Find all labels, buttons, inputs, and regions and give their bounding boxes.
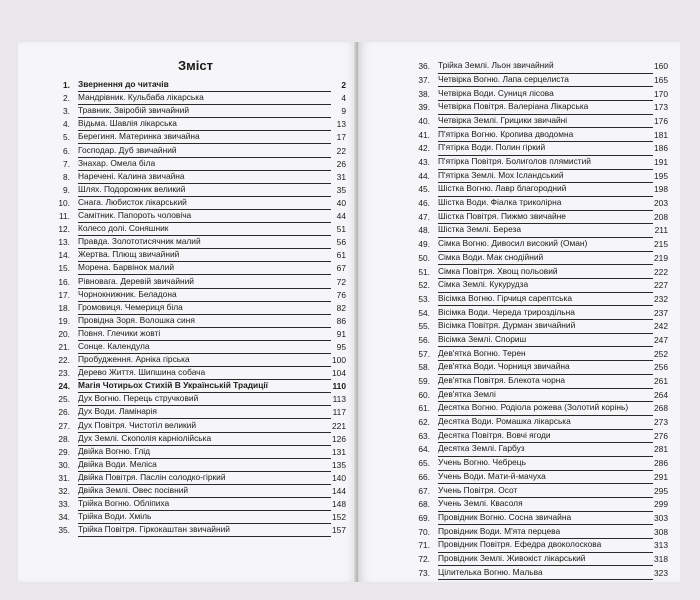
- entry-title: Провідник Землі. Живокіст лікарський: [438, 552, 653, 567]
- entry-number: 53.: [418, 293, 430, 304]
- toc-entry: [408, 101, 668, 115]
- entry-title: Морена. Барвінок малий: [78, 261, 331, 275]
- entry-number: 21.: [58, 341, 70, 352]
- entry-page-number: 131: [332, 446, 346, 457]
- entry-title: Учень Води. Мати-й-мачуха: [438, 470, 653, 485]
- entry-title: Десятка Повітря. Вовчі ягоди: [438, 429, 653, 444]
- entry-number: 2.: [63, 93, 70, 104]
- entry-title: Рівновага. Деревій звичайний: [78, 275, 331, 289]
- entry-page-number: 252: [654, 348, 668, 359]
- entry-number: 26.: [58, 407, 70, 418]
- entry-number: 17.: [58, 289, 70, 300]
- entry-page-number: 117: [332, 407, 346, 418]
- entry-number: 43.: [418, 157, 430, 167]
- entry-page-number: 276: [654, 430, 668, 441]
- toc-entry: [48, 406, 346, 419]
- toc-entry: [48, 289, 346, 302]
- entry-number: 31.: [58, 472, 70, 483]
- toc-list-right: [408, 60, 668, 580]
- entry-page-number: 198: [654, 184, 668, 195]
- entry-title: Шістка Землі. Береза: [438, 223, 653, 238]
- entry-number: 13.: [58, 237, 70, 248]
- entry-number: 62.: [418, 417, 430, 428]
- entry-number: 67.: [418, 485, 430, 496]
- entry-number: 55.: [418, 321, 430, 332]
- entry-number: 46.: [418, 198, 430, 209]
- entry-title: Магія Чотирьох Стихій В Українській Традиції: [78, 379, 331, 393]
- entry-number: 57.: [418, 348, 430, 359]
- entry-title: Вісімка Землі. Спориш: [438, 333, 653, 348]
- entry-number: 39.: [418, 102, 430, 113]
- entry-number: 9.: [63, 184, 70, 195]
- toc-entry: [408, 361, 668, 375]
- entry-page-number: 299: [654, 499, 668, 510]
- toc-entry: [408, 457, 668, 471]
- entry-page-number: 140: [332, 472, 346, 483]
- entry-page-number: 181: [654, 129, 668, 140]
- entry-page-number: 40: [336, 197, 346, 208]
- entry-title: Снага. Любисток лікарський: [78, 196, 331, 210]
- entry-title: Десятка Землі. Гарбуз: [438, 442, 653, 457]
- entry-number: 51.: [418, 266, 430, 277]
- entry-title: Шлях. Подорожник великий: [78, 183, 331, 197]
- entry-title: Сімка Води. Мак снодійний: [438, 251, 653, 266]
- entry-title: Трійка Землі. Льон звичайний: [438, 59, 653, 74]
- toc-entry: [48, 262, 346, 275]
- entry-title: Сімка Повітря. Хвощ польовий: [438, 265, 653, 280]
- entry-title: П'ятірка Вогню. Кропива дводомна: [438, 128, 653, 143]
- entry-number: 41.: [418, 129, 430, 140]
- entry-page-number: 148: [332, 499, 346, 510]
- entry-number: 32.: [58, 486, 70, 496]
- entry-page-number: 113: [332, 394, 346, 405]
- entry-page-number: 203: [654, 198, 668, 209]
- entry-number: 27.: [58, 420, 70, 431]
- toc-entry: [408, 60, 668, 74]
- entry-title: Трійка Повітря. Гіркокаштан звичайний: [78, 523, 331, 537]
- entry-number: 48.: [418, 225, 430, 236]
- toc-entry: [48, 171, 346, 184]
- toc-entry: [48, 446, 346, 459]
- entry-title: Провідник Повітря. Ефедра двоколоскова: [438, 538, 653, 553]
- entry-title: П'ятірка Води. Полин гіркий: [438, 141, 653, 156]
- toc-entry: [408, 293, 668, 307]
- entry-title: Вісімка Вогню. Гірчиця сарептська: [438, 292, 653, 307]
- toc-entry: [48, 393, 346, 406]
- entry-page-number: 9: [341, 106, 346, 117]
- entry-page-number: 191: [654, 157, 668, 167]
- entry-page-number: 2: [341, 80, 346, 91]
- toc-entry: [408, 128, 668, 142]
- left-page: [18, 42, 358, 582]
- toc-entry: [48, 249, 346, 262]
- entry-number: 73.: [418, 567, 430, 578]
- entry-number: 37.: [418, 74, 430, 85]
- entry-title: Відьма. Шавлія лікарська: [78, 117, 331, 131]
- entry-title: Учень Землі. Квасоля: [438, 497, 653, 512]
- entry-title: Четвірка Вогню. Лапа серцелиста: [438, 73, 653, 88]
- toc-entry: [408, 334, 668, 348]
- toc-entry: [48, 511, 346, 524]
- entry-page-number: 221: [332, 420, 346, 431]
- entry-page-number: 308: [654, 526, 668, 537]
- entry-number: 60.: [418, 389, 430, 400]
- entry-number: 44.: [418, 170, 430, 181]
- entry-title: Вісімка Води. Череда трироздільна: [438, 306, 653, 321]
- entry-number: 5.: [63, 132, 70, 143]
- entry-page-number: 256: [654, 362, 668, 373]
- toc-entry: [408, 471, 668, 485]
- entry-number: 11.: [58, 211, 70, 222]
- toc-entry: [408, 170, 668, 184]
- entry-title: Дух Землі. Скополія карніолійська: [78, 432, 331, 446]
- entry-title: Дух Вогню. Перець стручковий: [78, 392, 331, 406]
- entry-title: Чорнокнижник. Беладона: [78, 288, 331, 302]
- entry-number: 3.: [63, 106, 70, 117]
- entry-page-number: 211: [654, 225, 668, 236]
- toc-entry: [48, 328, 346, 341]
- toc-entry: [408, 430, 668, 444]
- toc-entry: [48, 210, 346, 223]
- entry-page-number: 227: [654, 280, 668, 291]
- entry-title: П'ятірка Землі. Мох Ісландський: [438, 169, 653, 184]
- entry-number: 15.: [58, 263, 70, 274]
- entry-title: Дух Води. Ламінарія: [78, 405, 331, 419]
- entry-page-number: 13: [336, 119, 346, 130]
- entry-page-number: 160: [654, 61, 668, 72]
- entry-page-number: 67: [336, 263, 346, 274]
- toc-entry: [48, 354, 346, 367]
- entry-number: 22.: [58, 355, 70, 366]
- entry-title: П'ятірка Повітря. Болиголов плямистий: [438, 155, 653, 170]
- entry-page-number: 286: [654, 458, 668, 469]
- entry-page-number: 173: [654, 102, 668, 113]
- entry-page-number: 31: [336, 171, 346, 182]
- entry-title: Дев'ятка Повітря. Блекота чорна: [438, 374, 653, 389]
- toc-entry: [408, 183, 668, 197]
- entry-title: Самітник. Папороть чоловіча: [78, 209, 331, 223]
- entry-number: 71.: [418, 540, 430, 551]
- toc-entry: [408, 484, 668, 498]
- entry-number: 18.: [58, 302, 70, 313]
- entry-page-number: 176: [654, 115, 668, 126]
- entry-title: Колесо долі. Соняшник: [78, 222, 331, 236]
- entry-title: Двійка Вогню. Глід: [78, 445, 331, 459]
- entry-page-number: 76: [336, 289, 346, 300]
- entry-title: Громовиця. Чемериця біла: [78, 301, 331, 315]
- toc-entry: [408, 512, 668, 526]
- entry-number: 34.: [58, 512, 70, 523]
- entry-title: Вісімка Повітря. Дурман звичайний: [438, 319, 653, 334]
- entry-title: Двійка Землі. Овес посівний: [78, 484, 331, 498]
- toc-entry: [408, 74, 668, 88]
- entry-page-number: 35: [336, 184, 346, 195]
- toc-entry: [408, 566, 668, 580]
- entry-page-number: 51: [336, 224, 346, 235]
- toc-entry: [48, 302, 346, 315]
- entry-title: Звернення до читачів: [78, 78, 331, 92]
- entry-number: 12.: [58, 224, 70, 235]
- entry-title: Четвірка Землі. Грицики звичайні: [438, 114, 653, 129]
- toc-entry: [48, 223, 346, 236]
- entry-number: 61.: [418, 403, 430, 414]
- entry-number: 1.: [63, 80, 70, 91]
- entry-page-number: 135: [332, 459, 346, 470]
- entry-title: Десятка Вогню. Родіола рожева (Золотий корінь): [438, 401, 653, 416]
- entry-number: 65.: [418, 458, 430, 469]
- entry-page-number: 91: [336, 328, 346, 339]
- entry-number: 24.: [58, 381, 70, 392]
- entry-title: Дерево Життя. Шипшина собача: [78, 366, 331, 380]
- toc-entry: [408, 142, 668, 156]
- entry-number: 4.: [63, 119, 70, 130]
- entry-title: Двійка Повітря. Паслін солодко-гіркий: [78, 471, 331, 485]
- toc-entry: [408, 402, 668, 416]
- toc-entry: [408, 197, 668, 211]
- toc-entry: [408, 279, 668, 293]
- toc-entry: [48, 498, 346, 511]
- toc-entry: [48, 144, 346, 157]
- entry-page-number: 232: [654, 293, 668, 304]
- entry-number: 33.: [58, 499, 70, 510]
- entry-page-number: 126: [332, 433, 346, 444]
- entry-page-number: 295: [654, 485, 668, 496]
- entry-number: 63.: [418, 430, 430, 441]
- entry-page-number: 100: [332, 355, 346, 366]
- toc-entry: [408, 252, 668, 266]
- entry-page-number: 104: [332, 368, 346, 379]
- entry-title: Правда. Золототисячник малий: [78, 235, 331, 249]
- entry-page-number: 157: [332, 525, 346, 536]
- toc-entry: [408, 238, 668, 252]
- entry-title: Сімка Вогню. Дивосил високий (Оман): [438, 237, 653, 252]
- entry-title: Пробудження. Арніка гірська: [78, 353, 331, 367]
- toc-entry: [48, 131, 346, 144]
- entry-number: 58.: [418, 362, 430, 373]
- entry-number: 72.: [418, 553, 430, 564]
- toc-entry: [408, 525, 668, 539]
- entry-number: 30.: [58, 459, 70, 470]
- entry-page-number: 242: [654, 321, 668, 332]
- toc-entry: [48, 184, 346, 197]
- toc-entry: [408, 553, 668, 567]
- entry-page-number: 165: [654, 74, 668, 85]
- entry-number: 64.: [418, 444, 430, 455]
- entry-title: Провідник Вогню. Сосна звичайна: [438, 511, 653, 526]
- toc-entry: [408, 498, 668, 512]
- entry-number: 68.: [418, 499, 430, 510]
- toc-entry: [48, 367, 346, 380]
- entry-number: 23.: [58, 368, 70, 379]
- entry-page-number: 26: [336, 158, 346, 169]
- entry-page-number: 261: [654, 376, 668, 386]
- entry-page-number: 44: [336, 211, 346, 222]
- entry-title: Цілителька Вогню. Мальва: [438, 566, 653, 581]
- toc-entry: [408, 156, 668, 170]
- entry-title: Дев'ятка Вогню. Терен: [438, 347, 653, 362]
- entry-page-number: 215: [654, 239, 668, 250]
- entry-title: Учень Повітря. Осот: [438, 484, 653, 499]
- entry-number: 19.: [58, 315, 70, 326]
- toc-entry: [408, 347, 668, 361]
- toc-entry: [408, 416, 668, 430]
- entry-number: 7.: [63, 158, 70, 169]
- entry-title: Десятка Води. Ромашка лікарська: [438, 415, 653, 430]
- toc-entry: [408, 265, 668, 279]
- entry-title: Травник. Звіробій звичайний: [78, 104, 331, 118]
- entry-title: Шістка Повітря. Пижмо звичайне: [438, 210, 653, 225]
- entry-number: 36.: [418, 61, 430, 72]
- entry-title: Четвірка Повітря. Валеріана Лікарська: [438, 100, 653, 115]
- entry-number: 38.: [418, 88, 430, 99]
- toc-entry: [408, 211, 668, 225]
- entry-number: 69.: [418, 512, 430, 523]
- entry-title: Учень Вогню. Чебрець: [438, 456, 653, 471]
- toc-entry: [48, 275, 346, 288]
- toc-entry: [48, 419, 346, 432]
- toc-entry: [408, 320, 668, 334]
- entry-title: Сонце. Календула: [78, 340, 331, 354]
- toc-entry: [48, 236, 346, 249]
- entry-number: 47.: [418, 211, 430, 222]
- entry-page-number: 264: [654, 389, 668, 400]
- entry-number: 29.: [58, 446, 70, 457]
- entry-title: Жертва. Плющ звичайний: [78, 248, 331, 262]
- toc-entry: [48, 524, 346, 537]
- entry-page-number: 82: [336, 302, 346, 313]
- entry-page-number: 318: [654, 553, 668, 564]
- toc-entry: [408, 87, 668, 101]
- entry-number: 40.: [418, 115, 430, 126]
- entry-page-number: 110: [332, 381, 346, 392]
- toc-entry: [408, 115, 668, 129]
- toc-entry: [408, 443, 668, 457]
- toc-title: Зміст: [178, 58, 213, 73]
- entry-number: 70.: [418, 526, 430, 537]
- entry-title: Шістка Води. Фіалка триколірна: [438, 196, 653, 211]
- entry-number: 35.: [58, 525, 70, 536]
- entry-number: 25.: [58, 394, 70, 405]
- entry-page-number: 273: [654, 417, 668, 428]
- entry-title: Двійка Води. Меліса: [78, 458, 331, 472]
- entry-number: 28.: [58, 433, 70, 444]
- entry-page-number: 247: [654, 334, 668, 345]
- entry-page-number: 222: [654, 266, 668, 277]
- toc-list-left: [48, 79, 346, 537]
- toc-entry: [48, 472, 346, 485]
- entry-page-number: 144: [332, 486, 346, 496]
- entry-title: Провідник Води. М'ята перцева: [438, 525, 653, 540]
- entry-title: Берегиня. Материнка звичайна: [78, 130, 331, 144]
- right-page: [358, 42, 680, 582]
- entry-title: Повня. Глечики жовті: [78, 327, 331, 341]
- entry-page-number: 170: [654, 88, 668, 99]
- entry-title: Господар. Дуб звичайний: [78, 144, 331, 158]
- entry-page-number: 72: [336, 276, 346, 287]
- toc-entry: [408, 306, 668, 320]
- entry-page-number: 237: [654, 307, 668, 318]
- entry-title: Дев'ятка Землі: [438, 388, 653, 403]
- entry-number: 20.: [58, 328, 70, 339]
- toc-entry: [48, 197, 346, 210]
- entry-page-number: 208: [654, 211, 668, 222]
- entry-number: 16.: [58, 276, 70, 287]
- entry-number: 6.: [63, 145, 70, 156]
- toc-entry: [408, 224, 668, 238]
- entry-title: Дух Повітря. Чистотіл великий: [78, 419, 331, 433]
- entry-page-number: 17: [336, 132, 346, 143]
- entry-title: Сімка Землі. Кукурудза: [438, 278, 653, 293]
- entry-number: 52.: [418, 280, 430, 291]
- toc-entry: [48, 118, 346, 131]
- entry-page-number: 4: [341, 93, 346, 104]
- entry-page-number: 86: [336, 315, 346, 326]
- toc-entry: [48, 79, 346, 92]
- entry-title: Трійка Вогню. Обліпиха: [78, 497, 331, 511]
- entry-page-number: 323: [654, 567, 668, 578]
- toc-entry: [48, 105, 346, 118]
- entry-page-number: 61: [336, 250, 346, 261]
- entry-number: 8.: [63, 171, 70, 182]
- toc-entry: [48, 92, 346, 105]
- entry-page-number: 56: [336, 237, 346, 248]
- entry-page-number: 303: [654, 512, 668, 523]
- entry-page-number: 291: [654, 471, 668, 482]
- entry-page-number: 195: [654, 170, 668, 181]
- entry-title: Мандрівник. Кульбаба лікарська: [78, 91, 331, 105]
- entry-number: 49.: [418, 239, 430, 250]
- entry-title: Четвірка Води. Суниця лісова: [438, 87, 653, 102]
- entry-number: 56.: [418, 334, 430, 345]
- entry-title: Наречені. Калина звичайна: [78, 170, 331, 184]
- entry-number: 14.: [58, 250, 70, 261]
- entry-title: Трійка Води. Хміль: [78, 510, 331, 524]
- entry-number: 54.: [418, 307, 430, 318]
- entry-title: Дев'ятка Води. Чорниця звичайна: [438, 360, 653, 375]
- toc-entry: [408, 375, 668, 389]
- entry-title: Провідна Зоря. Волошка синя: [78, 314, 331, 328]
- entry-page-number: 186: [654, 143, 668, 154]
- toc-entry: [48, 341, 346, 354]
- entry-number: 50.: [418, 252, 430, 263]
- entry-number: 66.: [418, 471, 430, 482]
- entry-number: 42.: [418, 143, 430, 154]
- entry-page-number: 313: [654, 540, 668, 551]
- entry-page-number: 219: [654, 252, 668, 263]
- entry-page-number: 22: [336, 145, 346, 156]
- entry-page-number: 281: [654, 444, 668, 455]
- toc-entry: [48, 380, 346, 393]
- toc-entry: [48, 485, 346, 498]
- entry-number: 10.: [58, 197, 70, 208]
- entry-page-number: 152: [332, 512, 346, 523]
- entry-number: 59.: [418, 376, 430, 386]
- entry-page-number: 268: [654, 403, 668, 414]
- toc-entry: [48, 158, 346, 171]
- entry-page-number: 95: [336, 341, 346, 352]
- toc-entry: [48, 433, 346, 446]
- entry-number: 45.: [418, 184, 430, 195]
- entry-title: Шістка Вогню. Лавр благородний: [438, 182, 653, 197]
- toc-entry: [408, 539, 668, 553]
- toc-entry: [48, 315, 346, 328]
- toc-entry: [48, 459, 346, 472]
- entry-title: Знахар. Омела біла: [78, 157, 331, 171]
- toc-entry: [408, 389, 668, 403]
